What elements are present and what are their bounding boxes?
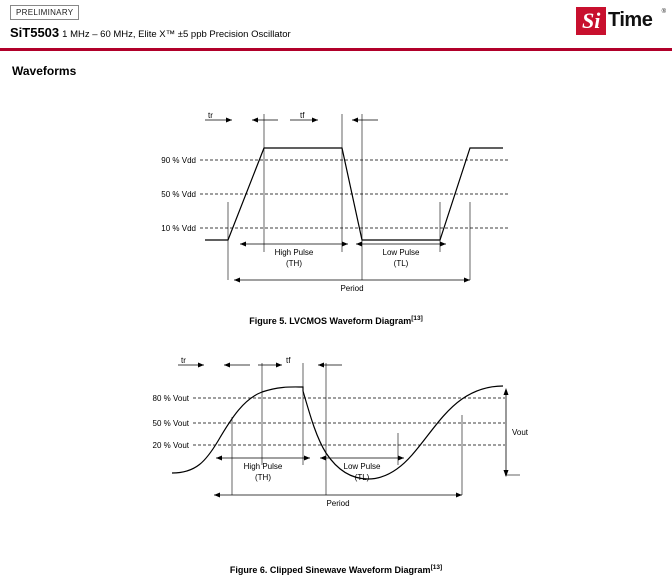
figure-6-caption-text: Figure 6. Clipped Sinewave Waveform Diagram: [229, 565, 431, 575]
tr-arrow-head-right: [226, 118, 232, 123]
sine-low-pulse-arrow-right: [398, 456, 404, 461]
section-heading-waveforms: Waveforms: [12, 64, 77, 78]
lvcmos-label-low-pulse-sub: (TL): [393, 259, 409, 268]
logo-time-text: Time: [608, 9, 653, 31]
sine-tr-arrow-head-right: [198, 363, 204, 368]
vout-arrow-head-bottom: [504, 470, 509, 477]
sinewave-trace: [172, 386, 503, 479]
period-arrow-right: [464, 278, 470, 283]
sine-period-arrow-right: [456, 493, 462, 498]
page-header: [0, 0, 672, 51]
sine-period-arrow-left: [214, 493, 220, 498]
lvcmos-level-label-10: 10 % Vdd: [161, 224, 196, 233]
lvcmos-level-label-50: 50 % Vdd: [161, 190, 196, 199]
sine-level-label-20: 20 % Vout: [152, 441, 189, 450]
sine-level-label-80: 80 % Vout: [152, 394, 189, 403]
figure-5-caption-footnote: [13]: [411, 315, 423, 322]
low-pulse-arrow-left: [356, 242, 362, 247]
sine-tf-arrow-head-left: [318, 363, 324, 368]
lvcmos-label-high-pulse-sub: (TH): [286, 259, 302, 268]
low-pulse-arrow-right: [440, 242, 446, 247]
sine-label-period: Period: [326, 499, 350, 508]
figure-6-caption: [0, 564, 672, 575]
sine-label-low-pulse: Low Pulse: [343, 462, 381, 471]
sine-label-tf: tf: [286, 356, 291, 365]
sitime-logo: [572, 6, 664, 36]
lvcmos-waveform-svg: [0, 92, 672, 332]
figure-6-caption-footnote: [13]: [430, 564, 443, 571]
high-pulse-arrow-right: [342, 242, 348, 247]
lvcmos-level-label-90: 90 % Vdd: [161, 156, 196, 165]
lvcmos-label-high-pulse: High Pulse: [274, 248, 314, 257]
sine-high-pulse-arrow-left: [216, 456, 222, 461]
figure-clipped-sinewave: [0, 345, 672, 575]
figure-5-caption-text: Figure 5. LVCMOS Waveform Diagram: [249, 316, 412, 326]
sine-high-pulse-arrow-right: [304, 456, 310, 461]
sine-label-high-pulse-sub: (TH): [255, 473, 271, 482]
high-pulse-arrow-left: [240, 242, 246, 247]
preliminary-badge: PRELIMINARY: [10, 5, 79, 20]
sine-level-label-50: 50 % Vout: [152, 419, 189, 428]
sine-low-pulse-arrow-left: [320, 456, 326, 461]
lvcmos-label-tr: tr: [208, 111, 213, 120]
logo-trademark-icon: ®: [661, 9, 666, 15]
logo-si-text: Si: [582, 8, 601, 33]
sine-label-tr: tr: [181, 356, 186, 365]
document-title: [10, 24, 291, 42]
lvcmos-label-period: Period: [340, 284, 364, 293]
part-number: SiT5503: [10, 25, 60, 40]
tr-arrow-head-left: [252, 118, 258, 123]
lvcmos-label-low-pulse: Low Pulse: [382, 248, 420, 257]
tf-arrow-head-left: [352, 118, 358, 123]
sine-label-high-pulse: High Pulse: [243, 462, 283, 471]
period-arrow-left: [234, 278, 240, 283]
part-description: 1 MHz – 60 MHz, Elite X™ ±5 ppb Precision Oscillator: [62, 29, 291, 40]
figure-lvcmos-waveform: [0, 92, 672, 332]
lvcmos-label-tf: tf: [300, 111, 305, 120]
figure-5-caption: [0, 315, 672, 326]
lvcmos-waveform-trace: [205, 148, 503, 240]
sinewave-waveform-svg: [0, 345, 672, 575]
sine-label-low-pulse-sub: (TL): [354, 473, 370, 482]
sine-label-vout: Vout: [512, 428, 529, 437]
sine-tr-arrow-head-left: [224, 363, 230, 368]
sine-tf-arrow-head-right: [276, 363, 282, 368]
vout-arrow-head-top: [504, 388, 509, 395]
tf-arrow-head-right: [312, 118, 318, 123]
